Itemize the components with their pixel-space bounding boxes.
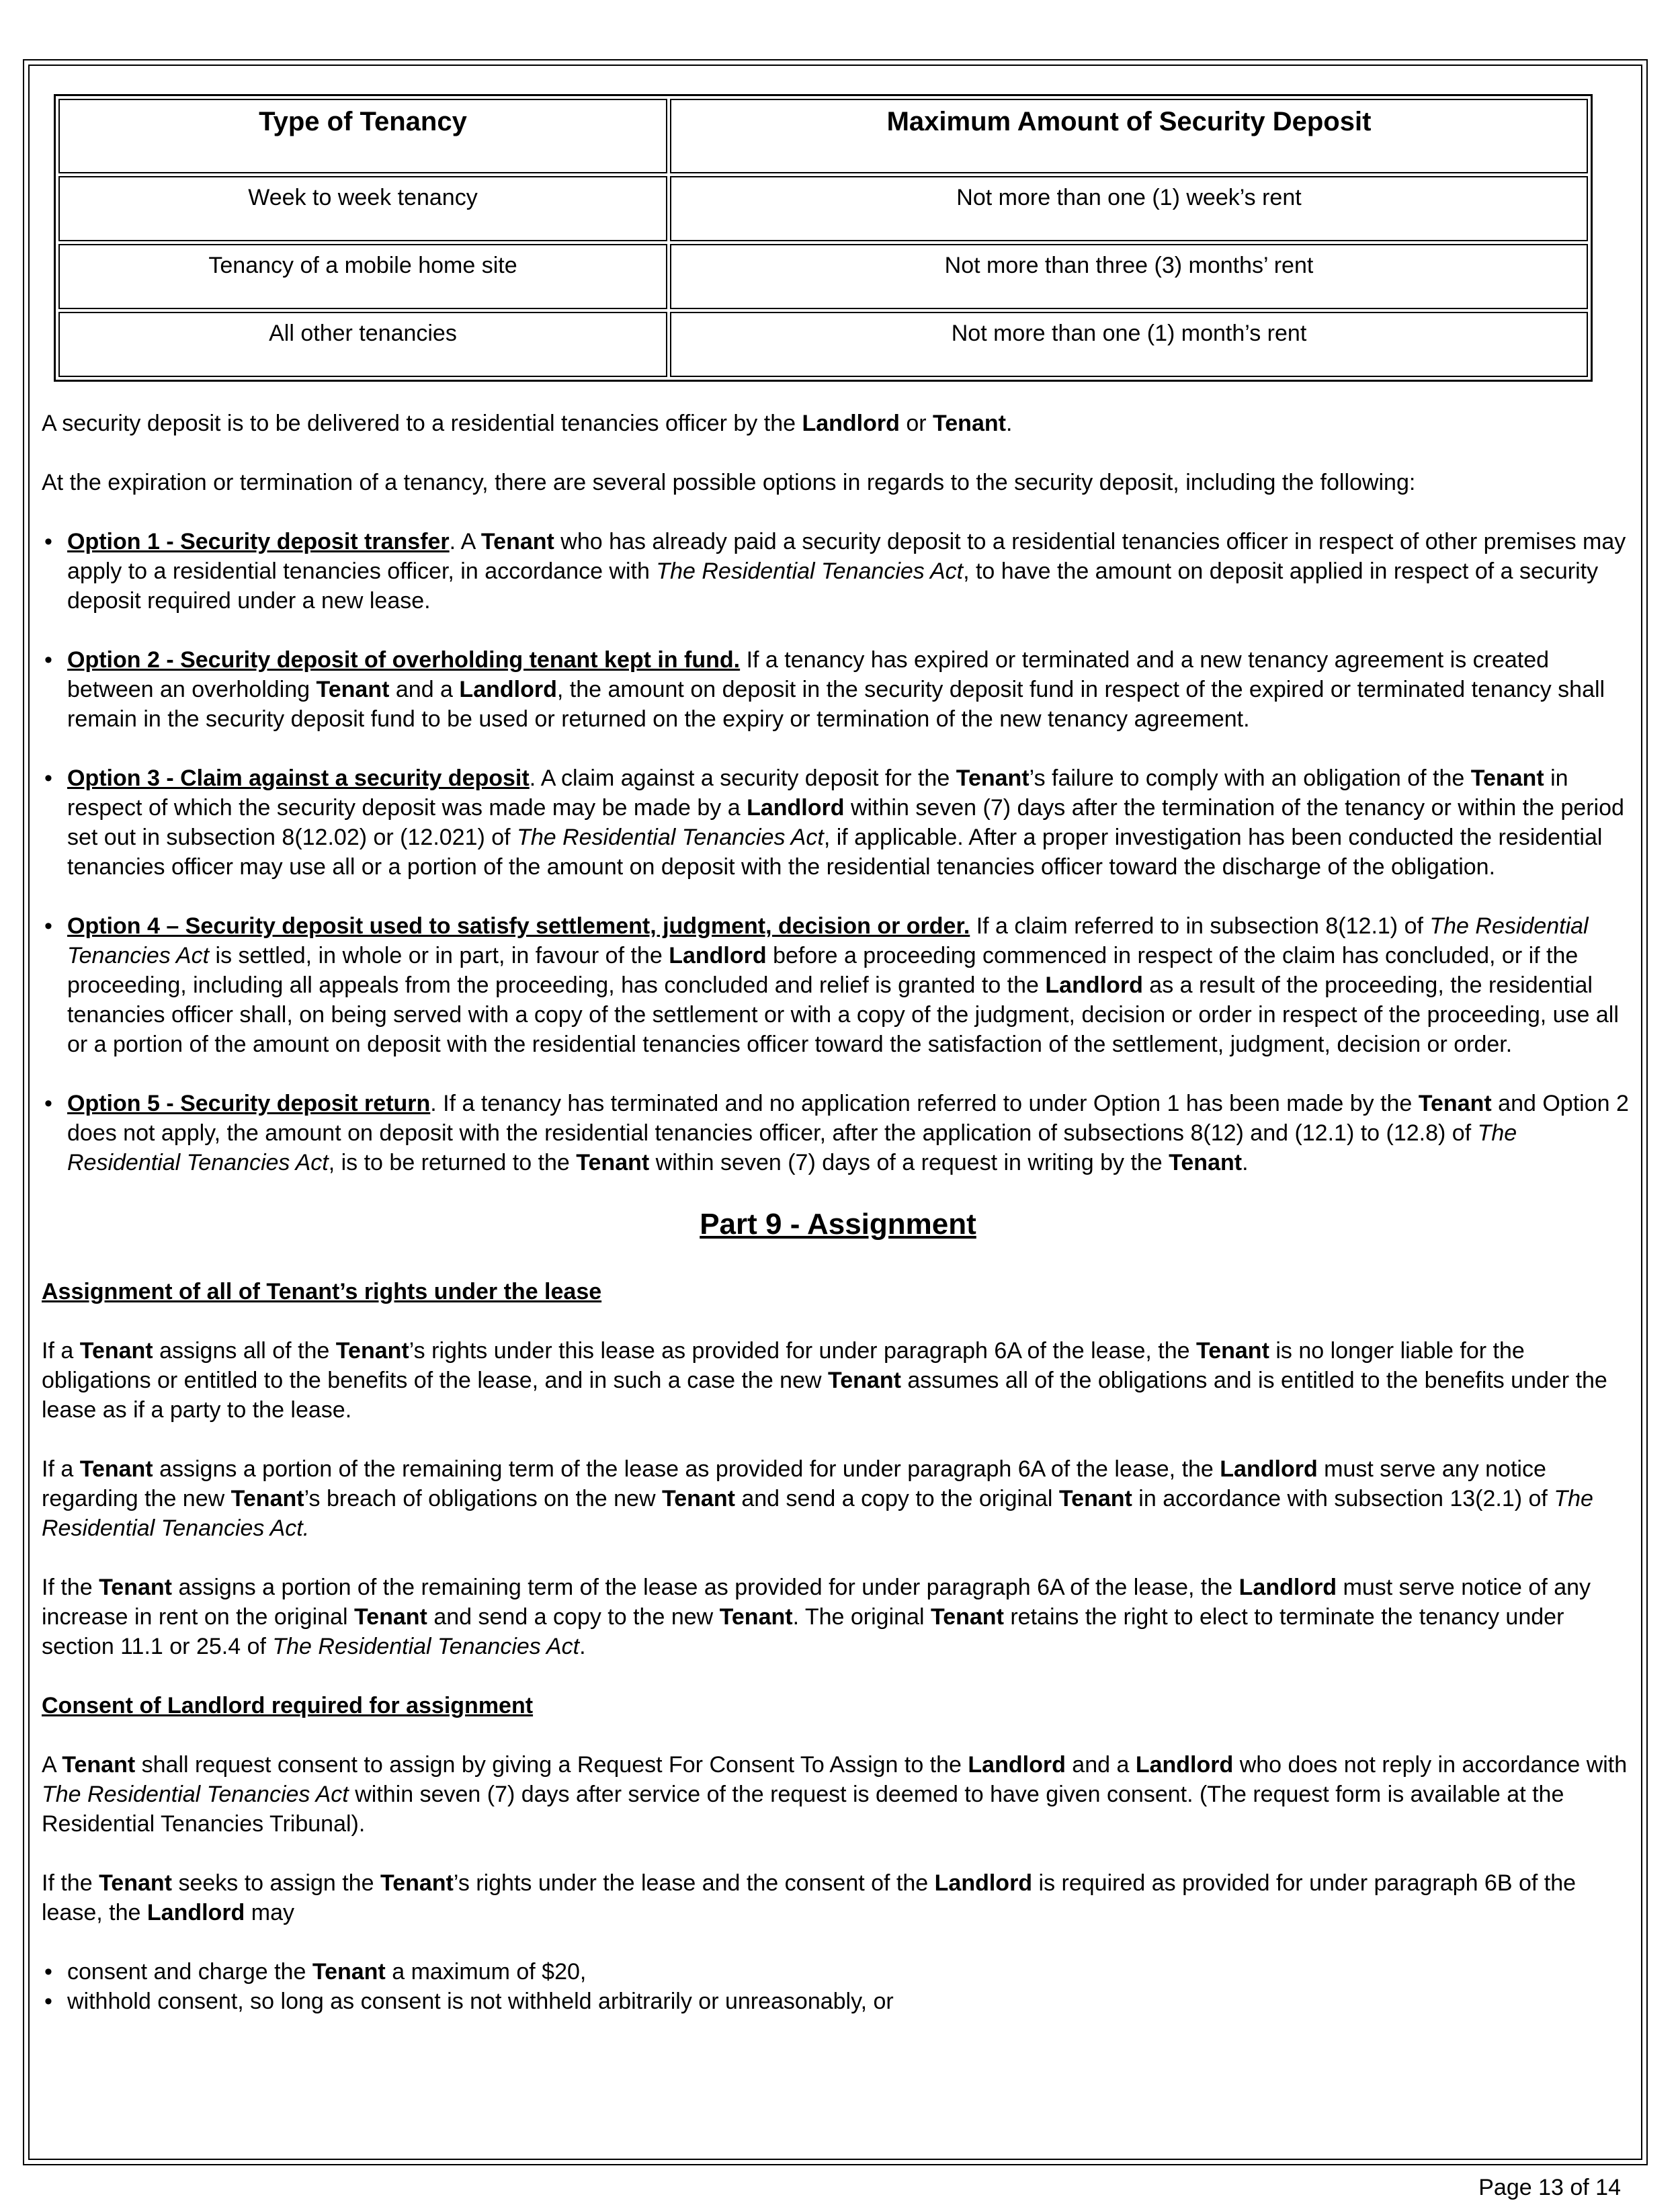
table-row: [58, 312, 1588, 377]
list-item: • Option 3 - Claim against a security deposit. A claim against a security deposit for the Tenant’s failure to comply with an obligation of the Tenant in respect of which the security deposit was made may be made by a Landlord within seven (7) days after the termination of the tenancy or within the period set out in subsection 8(12.02) or (12.021) of The Residential Tenancies Act, if applicable. After a proper investigation has been conducted the residential tenancies officer may use all or a portion of the amount on deposit with the residential tenancies officer toward the discharge of the obligation.: [42, 763, 1634, 882]
table-cell: Not more than one (1) week’s rent: [670, 176, 1588, 241]
table-header-row: [58, 99, 1588, 173]
bullet-icon: •: [44, 1959, 52, 1985]
list-item: • Option 5 - Security deposit return. If a tenancy has terminated and no application referred to under Option 1 has been made by the Tenant and Option 2 does not apply, the amount on deposit with the residential tenancies officer, after the application of subsections 8(12) and (12.1) to (12.8) of The Residential Tenancies Act, is to be returned to the Tenant within seven (7) days of a request in writing by the Tenant.: [42, 1089, 1634, 1177]
table-row: [58, 176, 1588, 241]
option-title: Option 3 - Claim against a security deposit: [67, 765, 530, 791]
table-cell: All other tenancies: [58, 312, 667, 377]
paragraph: A security deposit is to be delivered to a residential tenancies officer by the Landlord or Tenant.: [42, 411, 1013, 436]
bullet-icon: •: [44, 1091, 52, 1116]
bullet-icon: •: [44, 913, 52, 939]
page-content: [42, 94, 1634, 2046]
part-title: Part 9 - Assignment: [700, 1208, 976, 1241]
section-heading: Consent of Landlord required for assignment: [42, 1693, 534, 1718]
bullet-icon: •: [44, 529, 52, 554]
table-cell: Tenancy of a mobile home site: [58, 244, 667, 309]
table-header: Type of Tenancy: [58, 99, 667, 173]
page-number: Page 13 of 14: [1478, 2175, 1621, 2200]
security-deposit-table: [54, 94, 1593, 382]
bullet-icon: •: [44, 765, 52, 791]
bullet-icon: •: [44, 1989, 52, 2014]
table-cell: Not more than three (3) months’ rent: [670, 244, 1588, 309]
table-row: [58, 244, 1588, 309]
section-heading: Assignment of all of Tenant’s rights under the lease: [42, 1279, 602, 1304]
list-item: • Option 4 – Security deposit used to satisfy settlement, judgment, decision or order. If a claim referred to in subsection 8(12.1) of The Residential Tenancies Act is settled, in whole or in part, in favour of the Landlord before a proceeding commenced in respect of the claim has concluded, or if the proceeding, including all appeals from the proceeding, has concluded and relief is granted to the Landlord as a result of the proceeding, the residential tenancies officer shall, on being served with a copy of the settlement or with a copy of the judgment, decision or order in respect of the proceeding, use all or a portion of the amount on deposit with the residential tenancies officer toward the satisfaction of the settlement, judgment, decision or order.: [42, 911, 1634, 1059]
bullet-icon: •: [44, 647, 52, 673]
paragraph: If the Tenant assigns a portion of the remaining term of the lease as provided for under paragraph 6A of the lease, the Landlord must serve notice of any increase in rent on the original Tenant and send a copy to the new Tenant. The original Tenant retains the right to elect to terminate the tenancy under section 11.1 or 25.4 of The Residential Tenancies Act.: [42, 1575, 1591, 1659]
paragraph: At the expiration or termination of a tenancy, there are several possible options in regards to the security deposit, including the following:: [42, 470, 1416, 495]
table-header: Maximum Amount of Security Deposit: [670, 99, 1588, 173]
option-title: Option 5 - Security deposit return: [67, 1091, 431, 1116]
consent-list: [42, 1957, 1634, 2016]
paragraph: If a Tenant assigns all of the Tenant’s rights under this lease as provided for under paragraph 6A of the lease, the Tenant is no longer liable for the obligations or entitled to the benefits of the lease, and in such a case the new Tenant assumes all of the obligations and is entitled to the benefits under the lease as if a party to the lease.: [42, 1338, 1607, 1423]
option-title: Option 1 - Security deposit transfer: [67, 529, 450, 554]
list-item: • consent and charge the Tenant a maximum of $20,: [42, 1957, 1634, 1987]
table-cell: Not more than one (1) month’s rent: [670, 312, 1588, 377]
option-title: Option 4 – Security deposit used to satisfy settlement, judgment, decision or order.: [67, 913, 970, 939]
list-item: • Option 1 - Security deposit transfer. A Tenant who has already paid a security deposit to a residential tenancies officer in respect of other premises may apply to a residential tenancies officer, in accordance with The Residential Tenancies Act, to have the amount on deposit applied in respect of a security deposit required under a new lease.: [42, 527, 1634, 616]
table-cell: Week to week tenancy: [58, 176, 667, 241]
list-item: • Option 2 - Security deposit of overholding tenant kept in fund. If a tenancy has expired or terminated and a new tenancy agreement is created between an overholding Tenant and a Landlord, the amount on deposit in the security deposit fund in respect of the expired or terminated tenancy shall remain in the security deposit fund to be used or returned on the expiry or termination of the new tenancy agreement.: [42, 645, 1634, 734]
list-item: • withhold consent, so long as consent is not withheld arbitrarily or unreasonably, or: [42, 1987, 1634, 2016]
paragraph: If a Tenant assigns a portion of the remaining term of the lease as provided for under paragraph 6A of the lease, the Landlord must serve any notice regarding the new Tenant’s breach of obligations on the new Tenant and send a copy to the original Tenant in accordance with subsection 13(2.1) of The Residential Tenancies Act.: [42, 1456, 1593, 1541]
option-list: [42, 527, 1634, 1177]
paragraph: A Tenant shall request consent to assign by giving a Request For Consent To Assign to the Landlord and a Landlord who does not reply in accordance with The Residential Tenancies Act within seven (7) days after service of the request is deemed to have given consent. (The request form is available at the Residential Tenancies Tribunal).: [42, 1752, 1628, 1837]
paragraph: If the Tenant seeks to assign the Tenant’s rights under the lease and the consent of the Landlord is required as provided for under paragraph 6B of the lease, the Landlord may: [42, 1870, 1577, 1925]
option-title: Option 2 - Security deposit of overholding tenant kept in fund.: [67, 647, 741, 673]
